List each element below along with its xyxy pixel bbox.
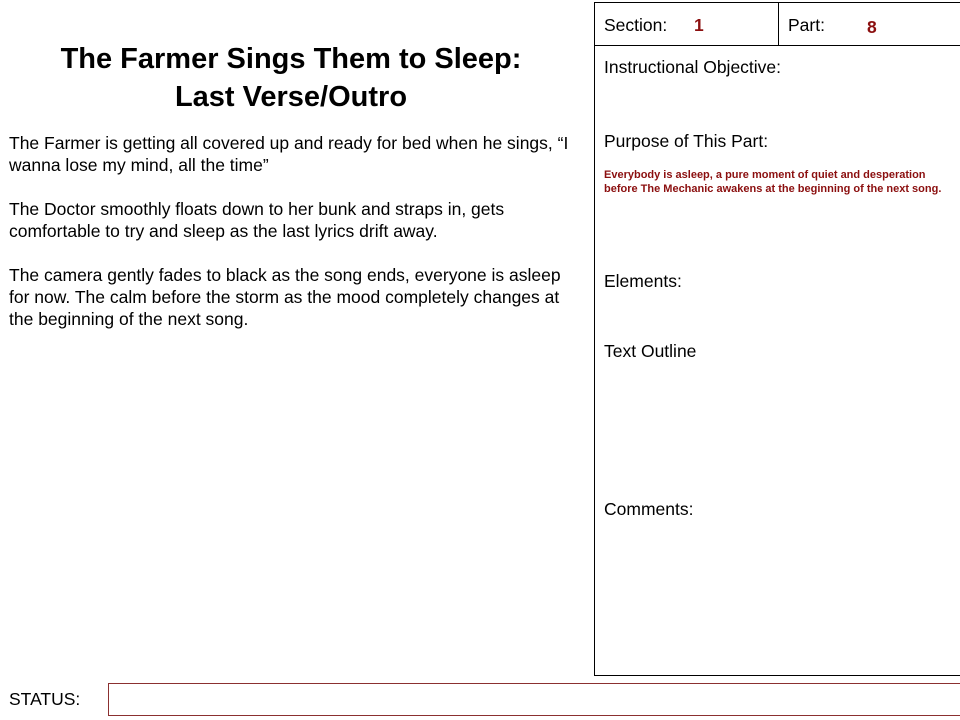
purpose-label: Purpose of This Part: bbox=[604, 131, 769, 151]
paragraph-1: The Farmer is getting all covered up and ready for bed when he sings, “I wanna lose my mind, all the time” bbox=[9, 133, 569, 175]
part-value[interactable]: 8 bbox=[867, 17, 877, 37]
section-value[interactable]: 1 bbox=[694, 15, 704, 35]
description-body bbox=[9, 132, 574, 352]
text-outline-label: Text Outline bbox=[604, 341, 697, 361]
title-line-1: The Farmer Sings Them to Sleep: bbox=[60, 43, 522, 75]
objective-label: Instructional Objective: bbox=[604, 57, 782, 77]
status-label: STATUS: bbox=[9, 689, 81, 709]
status-field[interactable] bbox=[108, 683, 960, 716]
section-cell bbox=[595, 3, 779, 45]
panel-header bbox=[595, 3, 960, 46]
page-title bbox=[0, 40, 582, 116]
comments-label: Comments: bbox=[604, 499, 694, 519]
section-label: Section: bbox=[604, 15, 668, 35]
purpose-text[interactable]: Everybody is asleep, a pure moment of quiet and desperation before The Mechanic awakens at the beginning of the next song. bbox=[604, 169, 942, 195]
title-line-2: Last Verse/Outro bbox=[174, 81, 408, 113]
details-panel bbox=[594, 2, 960, 676]
paragraph-2: The Doctor smoothly floats down to her bunk and straps in, gets comfortable to try and sleep as the last lyrics drift away. bbox=[9, 199, 505, 241]
elements-label: Elements: bbox=[604, 271, 682, 291]
part-label: Part: bbox=[788, 15, 825, 35]
paragraph-3: The camera gently fades to black as the song ends, everyone is asleep for now. The calm before the storm as the mood completely changes at the beginning of the next song. bbox=[9, 265, 561, 329]
part-cell bbox=[779, 3, 960, 45]
